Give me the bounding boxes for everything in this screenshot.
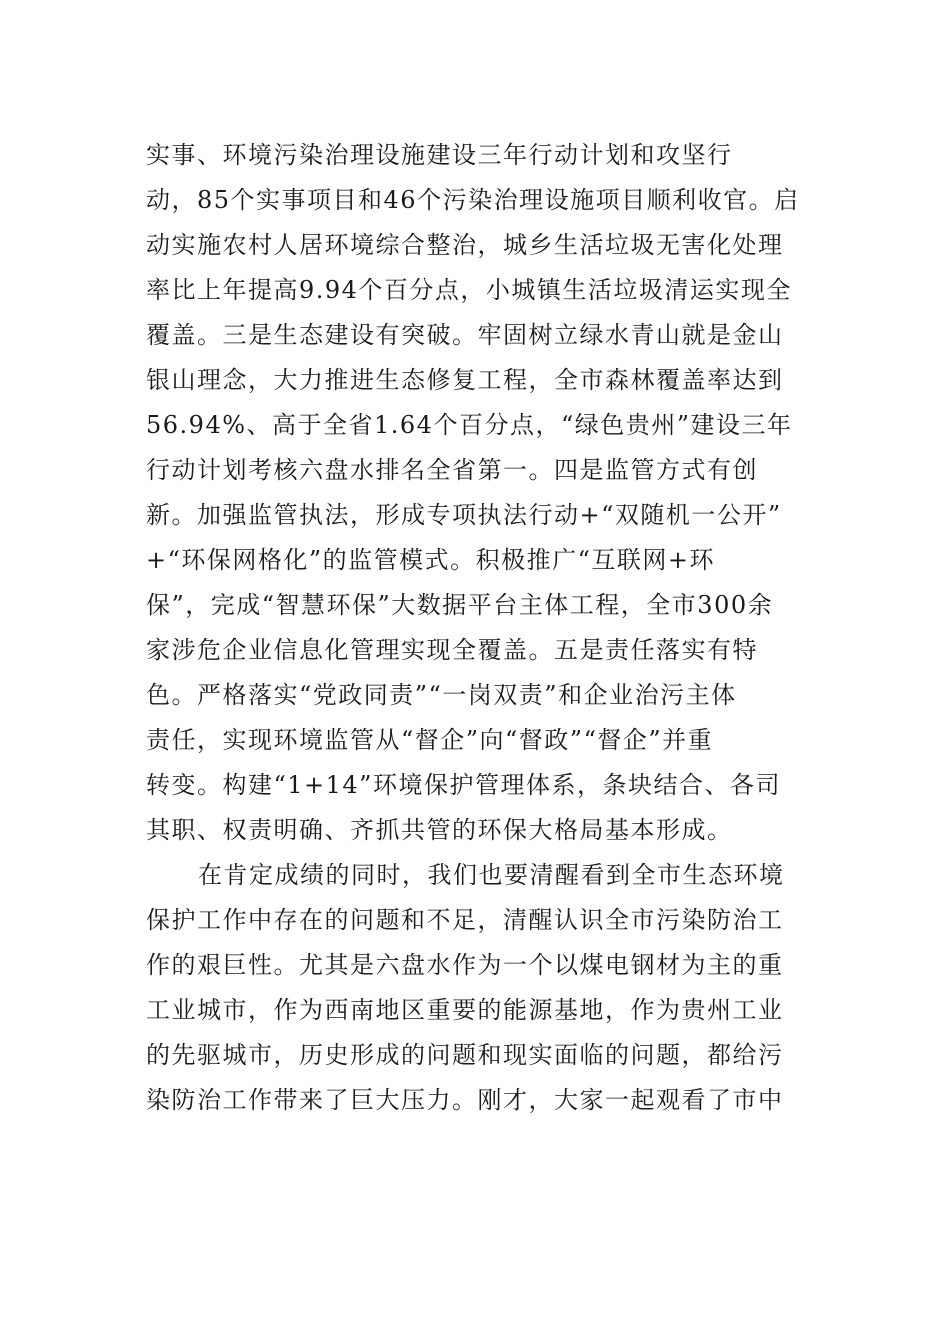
document-body [146, 133, 826, 1123]
text-line: 工业城市，作为西南地区重要的能源基地，作为贵州工业 [146, 996, 784, 1024]
text-line: 家涉危企业信息化管理实现全覆盖。五是责任落实有特 [146, 636, 758, 664]
text-line: 56.94%、高于全省1.64个百分点，“绿色贵州”建设三年 [146, 411, 793, 439]
text-line: +“环保网格化”的监管模式。积极推广“互联网+环 [146, 546, 716, 574]
text-line: 实事、环境污染治理设施建设三年行动计划和攻坚行 [146, 141, 733, 169]
text-line: 新。加强监管执法，形成专项执法行动+“双随机一公开” [146, 501, 782, 529]
text-line: 作的艰巨性。尤其是六盘水作为一个以煤电钢材为主的重 [146, 951, 784, 979]
text-line: 率比上年提高9.94个百分点，小城镇生活垃圾清运实现全 [146, 276, 792, 304]
text-line: 保”，完成“智慧环保”大数据平台主体工程，全市300余 [146, 591, 774, 619]
text-line: 动，85个实事项目和46个污染治理设施项目顺利收官。启 [146, 186, 800, 214]
text-line: 行动计划考核六盘水排名全省第一。四是监管方式有创 [146, 456, 758, 484]
text-line: 动实施农村人居环境综合整治，城乡生活垃圾无害化处理 [146, 231, 784, 259]
paragraph-first-line: 在肯定成绩的同时，我们也要清醒看到全市生态环境 [198, 861, 785, 889]
text-line: 银山理念，大力推进生态修复工程，全市森林覆盖率达到 [146, 366, 784, 394]
text-line: 色。严格落实“党政同责”“一岗双责”和企业治污主体 [146, 681, 737, 709]
text-line: 保护工作中存在的问题和不足，清醒认识全市污染防治工 [146, 906, 784, 934]
text-line: 的先驱城市，历史形成的问题和现实面临的问题，都给污 [146, 1041, 784, 1069]
text-line: 转变。构建“1+14”环境保护管理体系，条块结合、各司 [146, 771, 781, 799]
text-line: 责任，实现环境监管从“督企”向“督政”“督企”并重 [146, 726, 714, 754]
text-line: 其职、权责明确、齐抓共管的环保大格局基本形成。 [146, 816, 733, 844]
text-line: 覆盖。三是生态建设有突破。牢固树立绿水青山就是金山 [146, 321, 784, 349]
text-line: 染防治工作带来了巨大压力。刚才，大家一起观看了市中 [146, 1086, 784, 1114]
